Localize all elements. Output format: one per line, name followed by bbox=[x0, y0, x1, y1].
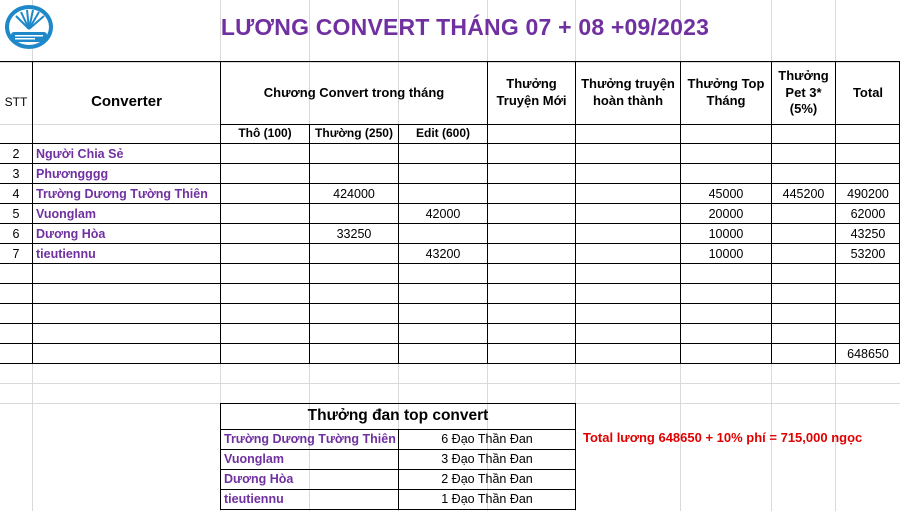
cell-thuong: 33250 bbox=[336, 227, 372, 241]
header-stt: STT bbox=[4, 95, 28, 109]
cell-tho bbox=[221, 144, 309, 164]
cell-hoan bbox=[576, 244, 680, 264]
subheader-edit: Edit (600) bbox=[415, 125, 470, 140]
cell-top bbox=[681, 164, 771, 184]
cell-thuong bbox=[310, 144, 398, 164]
cell-pet bbox=[772, 144, 835, 164]
cell-pet: 445200 bbox=[782, 187, 825, 201]
cell-thuong bbox=[310, 204, 398, 224]
cell-stt: 5 bbox=[12, 207, 20, 221]
cell-stt: 7 bbox=[12, 247, 20, 261]
cell-moi bbox=[488, 224, 575, 244]
header-chuong-convert: Chương Convert trong tháng bbox=[263, 84, 445, 100]
page-title: LƯƠNG CONVERT THÁNG 07 + 08 +09/2023 bbox=[220, 14, 710, 40]
cell-top: 20000 bbox=[708, 207, 744, 221]
cell-stt: 2 bbox=[12, 147, 20, 161]
header-thuong-pet: Thưởng Pet 3* (5%) bbox=[778, 67, 829, 117]
cell-top: 10000 bbox=[708, 227, 744, 241]
cell-total bbox=[836, 164, 900, 184]
cell-pet bbox=[772, 244, 835, 264]
cell-tho bbox=[221, 164, 309, 184]
bonus-reward: 3 Đạo Thần Đan bbox=[441, 452, 533, 466]
cell-top: 10000 bbox=[708, 247, 744, 261]
cell-tho bbox=[221, 224, 309, 244]
bonus-reward: 1 Đạo Thần Đan bbox=[441, 492, 533, 506]
cell-moi bbox=[488, 164, 575, 184]
cell-converter: Phươngggg bbox=[36, 167, 109, 181]
bonus-reward: 2 Đạo Thần Đan bbox=[441, 472, 533, 486]
cell-top bbox=[681, 144, 771, 164]
cell-edit bbox=[399, 144, 487, 164]
cell-total: 490200 bbox=[847, 187, 889, 201]
cell-hoan bbox=[576, 144, 680, 164]
cell-thuong: 424000 bbox=[333, 187, 375, 201]
cell-hoan bbox=[576, 164, 680, 184]
cell-pet bbox=[772, 164, 835, 184]
bonus-name: Vuonglam bbox=[224, 452, 284, 466]
cell-tho bbox=[221, 184, 309, 204]
cell-edit bbox=[399, 224, 487, 244]
cell-total: 62000 bbox=[850, 207, 886, 221]
cell-converter: Trường Dương Tường Thiên bbox=[36, 187, 208, 201]
cell-converter: Vuonglam bbox=[36, 207, 96, 221]
cell-edit: 43200 bbox=[425, 247, 461, 261]
cell-converter: tieutiennu bbox=[36, 247, 96, 261]
cell-total: 53200 bbox=[850, 247, 886, 261]
header-thuong-truyen-moi: Thưởng Truyện Mới bbox=[496, 76, 567, 108]
cell-edit bbox=[399, 164, 487, 184]
header-total: Total bbox=[852, 84, 884, 100]
bonus-name: tieutiennu bbox=[224, 492, 284, 506]
cell-moi bbox=[488, 204, 575, 224]
cell-tho bbox=[221, 244, 309, 264]
cell-hoan bbox=[576, 184, 680, 204]
cell-edit: 42000 bbox=[425, 207, 461, 221]
bonus-name: Trường Dương Tường Thiên bbox=[224, 432, 396, 446]
cell-thuong bbox=[310, 244, 398, 264]
cell-hoan bbox=[576, 204, 680, 224]
subheader-tho: Thô (100) bbox=[238, 125, 292, 140]
header-thuong-hoan-thanh: Thưởng truyện hoàn thành bbox=[581, 76, 675, 108]
cell-moi bbox=[488, 184, 575, 204]
cell-converter: Dương Hòa bbox=[36, 227, 106, 241]
cell-total: 43250 bbox=[850, 227, 886, 241]
cell-stt: 3 bbox=[12, 167, 20, 181]
cell-edit bbox=[399, 184, 487, 204]
bonus-table-title: Thưởng đan top convert bbox=[307, 407, 489, 425]
cell-moi bbox=[488, 144, 575, 164]
cell-pet bbox=[772, 224, 835, 244]
cell-thuong bbox=[310, 164, 398, 184]
total-salary-note: Total lương 648650 + 10% phí = 715,000 ngọc bbox=[583, 430, 863, 445]
subheader-thuong: Thường (250) bbox=[315, 125, 393, 140]
cell-moi bbox=[488, 244, 575, 264]
cell-tho bbox=[221, 204, 309, 224]
bonus-reward: 6 Đạo Thần Đan bbox=[441, 432, 533, 446]
cell-pet bbox=[772, 204, 835, 224]
cell-hoan bbox=[576, 224, 680, 244]
cell-stt: 6 bbox=[12, 227, 20, 241]
cell-converter: Người Chia Sẻ bbox=[36, 147, 124, 161]
header-converter: Converter bbox=[91, 93, 162, 111]
cell-top: 45000 bbox=[708, 187, 744, 201]
cell-stt: 4 bbox=[12, 187, 20, 201]
grand-total: 648650 bbox=[847, 347, 889, 361]
cell-total bbox=[836, 144, 900, 164]
header-thuong-top: Thưởng Top Tháng bbox=[687, 76, 765, 108]
bonus-name: Dương Hòa bbox=[224, 472, 294, 486]
logo-icon bbox=[2, 2, 56, 52]
